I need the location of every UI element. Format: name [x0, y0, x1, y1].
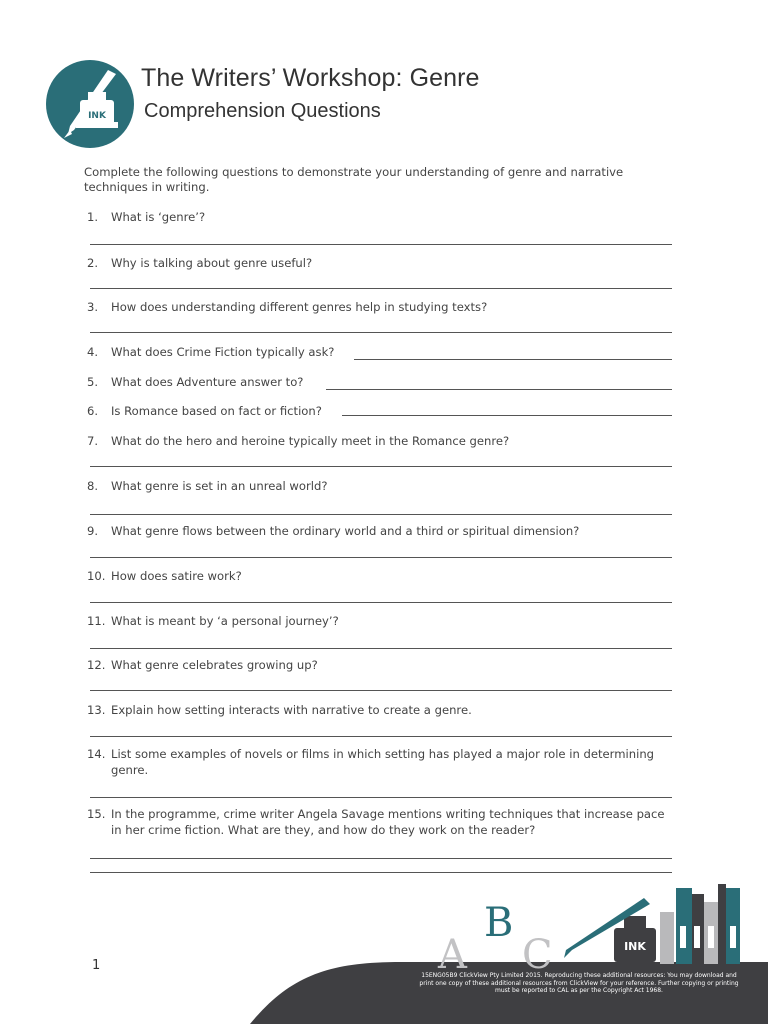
- copyright-notice: 15ENG05B9 ClickView Pty Limited 2015. Reproducing these additional resources: You may download and print one copy of these additional resources from ClickView for your reference. Further copying or printing must be reported to CAL as per the Copyright Act 1968.: [419, 972, 739, 995]
- question-12: 12. What genre celebrates growing up?: [87, 658, 318, 672]
- question-5: 5. What does Adventure answer to?: [87, 375, 304, 389]
- page-number: 1: [92, 958, 101, 973]
- ink-label: INK: [624, 940, 646, 953]
- page-title: The Writers’ Workshop: Genre: [141, 64, 480, 92]
- question-3: 3. How does understanding different genres help in studying texts?: [87, 300, 488, 314]
- question-7: 7. What do the hero and heroine typically meet in the Romance genre?: [87, 434, 510, 448]
- instructions: Complete the following questions to demonstrate your understanding of genre and narrative techniques in writing.: [84, 165, 624, 194]
- book-icon: [718, 884, 726, 964]
- question-4: 4. What does Crime Fiction typically ask?: [87, 345, 335, 359]
- book-icon: [660, 912, 674, 964]
- question-13: 13. Explain how setting interacts with narrative to create a genre.: [87, 703, 472, 717]
- letter-b: B: [484, 900, 514, 946]
- question-6: 6. Is Romance based on fact or fiction?: [87, 404, 322, 418]
- page-subtitle: Comprehension Questions: [144, 100, 381, 122]
- question-11: 11. What is meant by ‘a personal journey’?: [87, 614, 339, 628]
- question-10: 10. How does satire work?: [87, 569, 242, 583]
- letter-c: C: [522, 932, 553, 978]
- logo-ink-label: INK: [88, 111, 106, 121]
- question-14: 14. List some examples of novels or films in which setting has played a major role in determining genre.: [87, 747, 655, 777]
- letter-a: A: [438, 932, 467, 978]
- question-9: 9. What genre flows between the ordinary world and a third or spiritual dimension?: [87, 524, 580, 538]
- question-8: 8. What genre is set in an unreal world?: [87, 479, 328, 493]
- question-15: 15. In the programme, crime writer Angela Savage mentions writing techniques that increase pace in her crime fiction. What are they, and how do they work on the reader?: [87, 807, 665, 837]
- question-2: 2. Why is talking about genre useful?: [87, 256, 313, 270]
- question-1: 1. What is ‘genre’?: [87, 210, 206, 224]
